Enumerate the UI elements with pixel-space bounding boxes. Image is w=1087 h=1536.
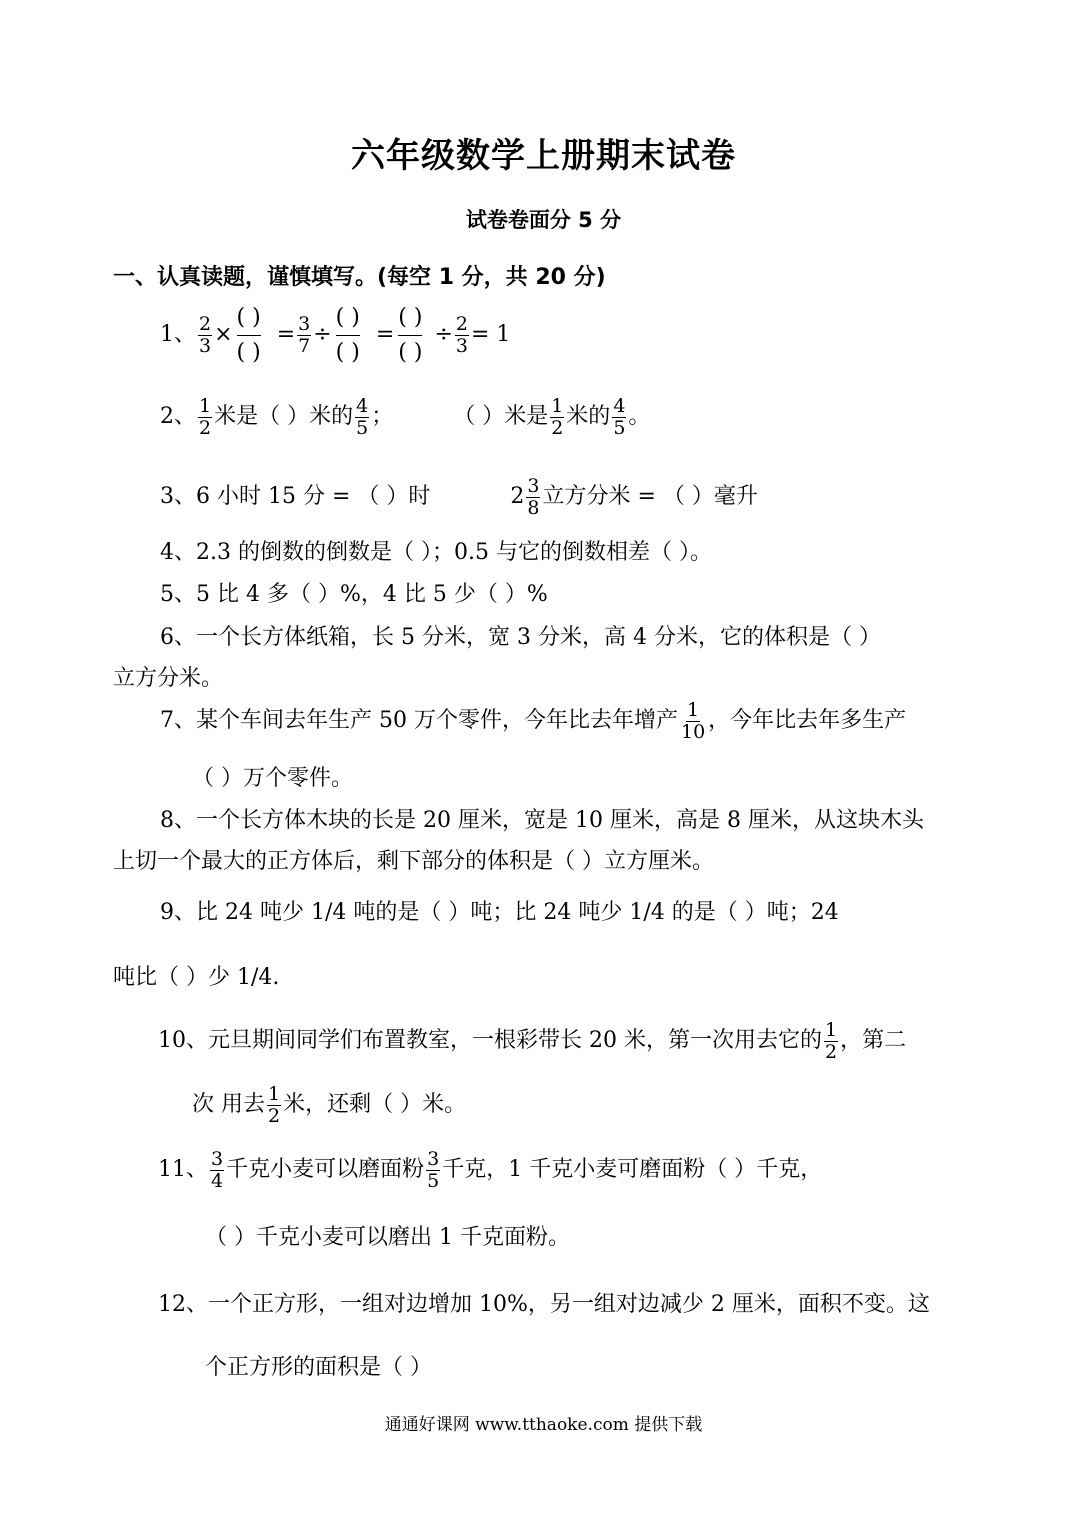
q11-fraction-a: $\frac{3}{4}$ <box>211 1147 224 1192</box>
question-11-line-1: 11、 $\frac{3}{4}$ 千克小麦可以磨面粉 $\frac{3}{5}$ 千克，1 千克小麦可磨面粉（ ）千克， <box>158 1147 823 1192</box>
question-10-line-1: 10、元旦期间同学们布置教室，一根彩带长 20 米，第一次用去它的 $\frac{1}{2}$ ，第二 <box>158 1018 907 1063</box>
question-3: 3、6 小时 15 分 = （ ）时 2 $\frac{3}{8}$ 立方分米 = （ ）毫升 <box>160 474 758 519</box>
page-footer: 通通好课网 www.tthaoke.com 提供下载 <box>384 1415 703 1435</box>
q2-fraction-a: $\frac{1}{2}$ <box>199 394 212 439</box>
q1-blank-fraction-3: ( ) ( ) <box>398 301 422 370</box>
q1-divide-2: ÷ <box>434 322 453 347</box>
q1-label: 1、 <box>160 322 196 347</box>
q1-fraction-b: $\frac{3}{7}$ <box>298 312 311 357</box>
page-subtitle: 试卷卷面分 5 分 <box>465 208 622 232</box>
q1-fraction-a: $\frac{2}{3}$ <box>199 312 212 357</box>
question-10-line-2: 次 用去 $\frac{1}{2}$ 米，还剩（ ）米。 <box>192 1082 467 1127</box>
question-12-line-1: 12、一个正方形，一组对边增加 10%，另一组对边减少 2 厘米，面积不变。这 <box>158 1292 930 1317</box>
q1-fraction-c: $\frac{2}{3}$ <box>455 312 468 357</box>
question-7-line-1: 7、某个车间去年生产 50 万个零件，今年比去年增产 $\frac{1}{10}$ ，今年比去年多生产 <box>160 698 907 743</box>
question-6-line-2: 立方分米。 <box>113 666 224 691</box>
question-9-line-2: 吨比（ ）少 1/4. <box>113 965 280 990</box>
q1-equals-2: = <box>375 322 395 347</box>
question-8-line-2: 上切一个最大的正方体后，剩下部分的体积是（ ）立方厘米。 <box>113 849 714 874</box>
q2-fraction-d: $\frac{4}{5}$ <box>613 394 626 439</box>
q1-blank-fraction-2: ( ) ( ) <box>336 301 360 370</box>
q10-fraction-a: $\frac{1}{2}$ <box>824 1018 838 1063</box>
question-4: 4、2.3 的倒数的倒数是（ ）；0.5 与它的倒数相差（ ）。 <box>160 540 712 565</box>
question-11-line-2: （ ）千克小麦可以磨出 1 千克面粉。 <box>205 1225 570 1250</box>
q1-divide-1: ÷ <box>313 322 332 347</box>
page-title: 六年级数学上册期末试卷 <box>351 136 736 176</box>
question-8-line-1: 8、一个长方体木块的长是 20 厘米，宽是 10 厘米，高是 8 厘米，从这块木头 <box>160 808 924 833</box>
question-9-line-1: 9、比 24 吨少 1/4 吨的是（ ）吨；比 24 吨少 1/4 的是（ ）吨；24 <box>160 900 839 925</box>
question-7-line-2: （ ）万个零件。 <box>192 766 353 791</box>
q1-blank-fraction-1: ( ) ( ) <box>237 301 261 370</box>
q2-label: 2、 <box>160 404 196 429</box>
question-12-line-2: 个正方形的面积是（ ） <box>205 1355 432 1380</box>
q11-fraction-b: $\frac{3}{5}$ <box>427 1147 440 1192</box>
question-2: 2、 $\frac{1}{2}$ 米是（ ）米的 $\frac{4}{5}$ ； （ ）米是 $\frac{1}{2}$ 米的 $\frac{4}{5}$ 。 <box>160 394 651 439</box>
section-heading: 一、认真读题，谨慎填写。(每空 1 分，共 20 分) <box>113 265 606 290</box>
q2-fraction-c: $\frac{1}{2}$ <box>551 394 564 439</box>
q1-result: = 1 <box>470 322 511 347</box>
q3-mixed-number: 2 $\frac{3}{8}$ <box>510 474 540 519</box>
q1-times: × <box>214 322 233 347</box>
q2-fraction-b: $\frac{4}{5}$ <box>356 394 369 439</box>
question-5: 5、5 比 4 多（ ）%，4 比 5 少（ ）% <box>160 582 548 607</box>
q7-fraction: $\frac{1}{10}$ <box>680 698 706 743</box>
q1-equals-1: = <box>276 322 296 347</box>
question-6-line-1: 6、一个长方体纸箱，长 5 分米，宽 3 分米，高 4 分米，它的体积是（ ） <box>160 625 881 650</box>
question-1 <box>160 300 510 370</box>
q10-fraction-b: $\frac{1}{2}$ <box>268 1082 281 1127</box>
